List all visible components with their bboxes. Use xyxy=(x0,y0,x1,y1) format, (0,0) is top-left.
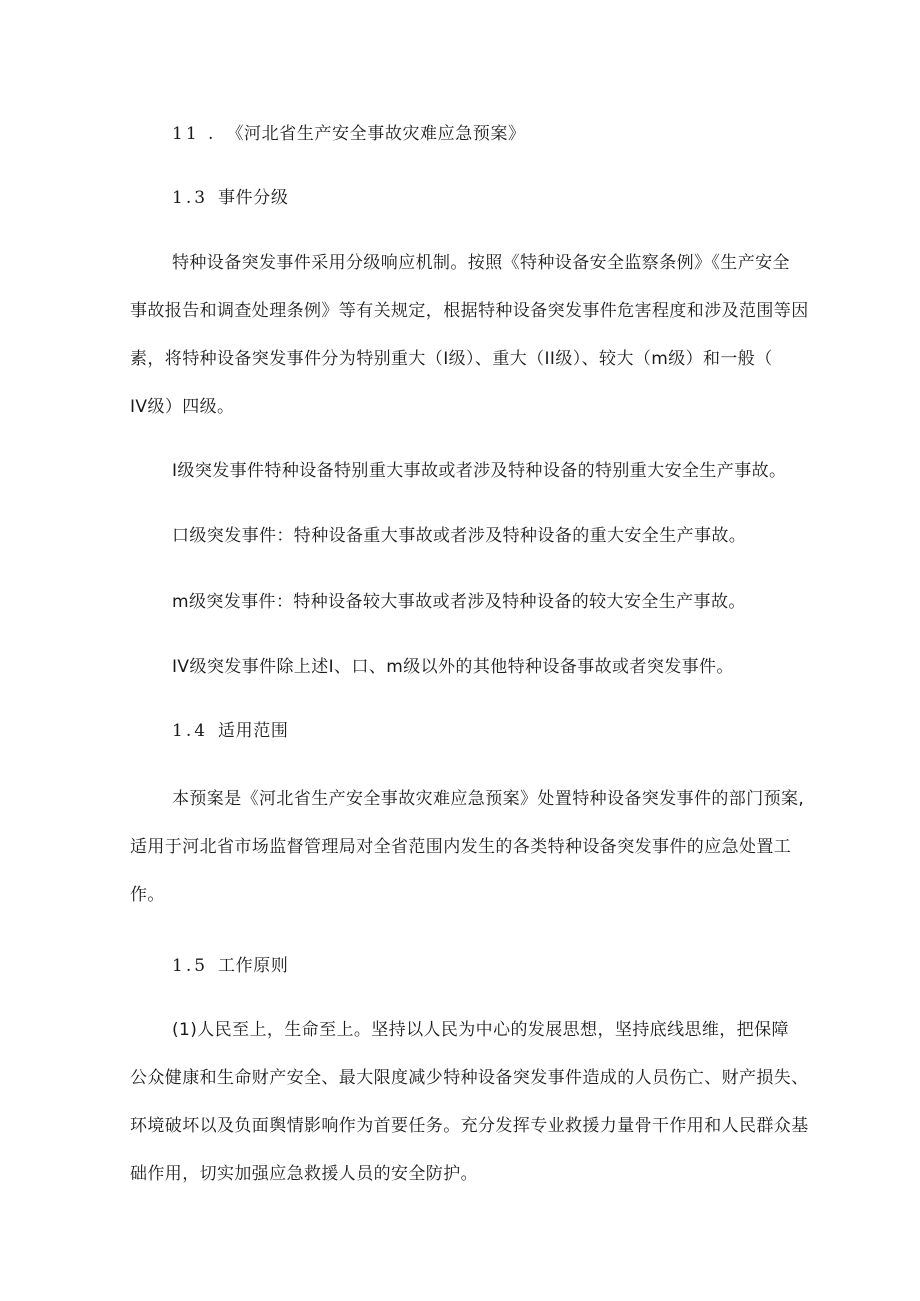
paragraph-line: 特种设备突发事件采用分级响应机制。按照《特种设备安全监察条例》《生产安全 xyxy=(172,253,790,273)
section-heading-principles xyxy=(172,954,288,978)
paragraph-line: 素，将特种设备突发事件分为特别重大（I级）、重大（II级）、较大（m级）和一般（ xyxy=(130,349,773,369)
paragraph-line: 础作用，切实加强应急救援人员的安全防护。 xyxy=(130,1164,478,1184)
paragraph-line: (1)人民至上，生命至上。坚持以人民为中心的发展思想，坚持底线思维，把保障 xyxy=(172,1020,789,1040)
paragraph-line: 作。 xyxy=(130,885,165,905)
paragraph-line: IV级）四级。 xyxy=(130,397,235,417)
paragraph-line: 事故报告和调查处理条例》等有关规定，根据特种设备突发事件危害程度和涉及范围等因 xyxy=(130,301,809,321)
reference-title: 《河北省生产安全事故灾难应急预案》 xyxy=(226,124,526,144)
section-number: 1.3 xyxy=(172,188,209,208)
section-title: 工作原则 xyxy=(218,956,289,976)
paragraph-line: 本预案是《河北省生产安全事故灾难应急预案》处置特种设备突发事件的部门预案, xyxy=(172,789,805,809)
level-description: I级突发事件特种设备特别重大事故或者涉及特种设备的特别重大安全生产事故。 xyxy=(172,461,787,481)
paragraph-line: 适用于河北省市场监督管理局对全省范围内发生的各类特种设备突发事件的应急处置工 xyxy=(130,837,792,857)
reference-item xyxy=(172,122,526,146)
level-description: m级突发事件：特种设备较大事故或者涉及特种设备的较大安全生产事故。 xyxy=(172,592,746,612)
section-heading-scope xyxy=(172,719,288,743)
reference-number: 11 . xyxy=(172,124,217,144)
level-description: IV级突发事件除上述I、口、m级以外的其他特种设备事故或者突发事件。 xyxy=(172,657,734,677)
section-heading-grading xyxy=(172,186,288,210)
section-number: 1.4 xyxy=(172,721,209,741)
paragraph-line: 公众健康和生命财产安全、最大限度减少特种设备突发事件造成的人员伤亡、财产损失、 xyxy=(130,1068,809,1088)
section-title: 事件分级 xyxy=(218,188,289,208)
level-description: 口级突发事件：特种设备重大事故或者涉及特种设备的重大安全生产事故。 xyxy=(172,526,747,546)
paragraph-line: 环境破坏以及负面舆情影响作为首要任务。充分发挥专业救援力量骨干作用和人民群众基 xyxy=(130,1116,809,1136)
section-number: 1.5 xyxy=(172,956,209,976)
section-title: 适用范围 xyxy=(218,721,289,741)
